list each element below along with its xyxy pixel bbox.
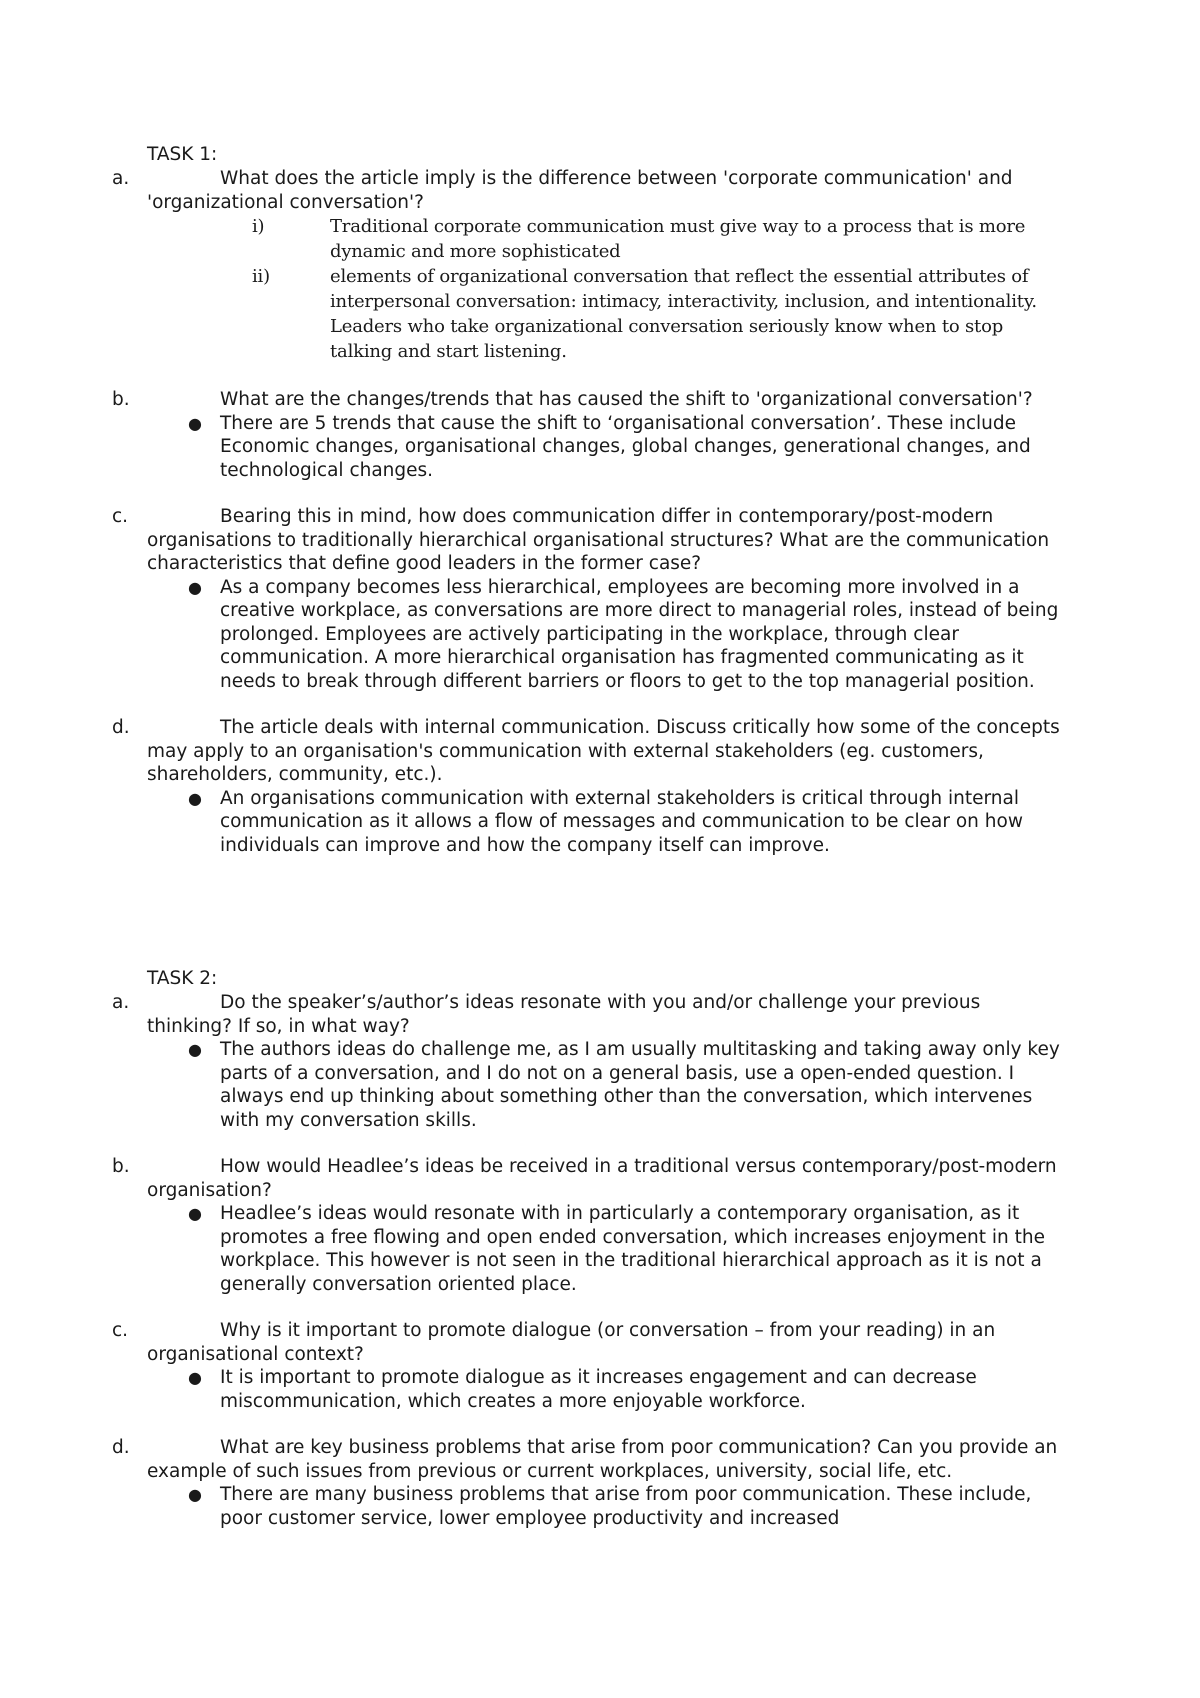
answer-item [188,787,1070,858]
answer-item [188,1366,1070,1413]
question-text: How would Headlee’s ideas be received in a traditional versus contemporary/post-modern organisation? [147,1156,1057,1201]
question-marker: c. [112,506,129,527]
task-2-question-a [0,991,1200,1132]
answer-text: The authors ideas do challenge me, as I am usually multitasking and taking away only key parts of a conversation, and I do not on a general basis, use a open-ended question. I always end up thinking about something other than the conversation, which intervenes with my conversation skills. [220,1039,1060,1131]
bullet-icon: ● [188,1485,202,1504]
answer-text: Headlee’s ideas would resonate with in particularly a contemporary organisation, as it promotes a free flowing and open ended conversation, which increases enjoyment in the workplace. This however is not seen in the traditional hierarchical approach as it is not a generally conversation oriented place. [220,1203,1045,1295]
task-1-heading: TASK 1: [147,144,218,165]
bullet-icon: ● [188,577,202,597]
task-2-question-c [0,1319,1200,1413]
roman-text: elements of organizational conversation that reflect the essential attributes of interpersonal conversation: intimacy, interactivity, inclusion, and intentionality. Leaders who take organizational conversation seriously know when to stop talking and start listening. [330,266,1037,362]
task-1-question-c [0,505,1200,693]
answer-text: There are 5 trends that cause the shift to ‘organisational conversation’. These include Economic changes, organisational changes, global changes, generational changes, and technological changes. [220,412,1031,481]
answer-item [188,1202,1070,1296]
roman-marker: ii) [252,266,270,287]
answer-list [0,1366,1200,1413]
question-marker: a. [112,992,130,1013]
roman-item [252,264,1050,364]
question-text: What does the article imply is the difference between 'corporate communication' and 'organizational conversation'? [147,168,1013,213]
answer-text: An organisations communication with external stakeholders is critical through internal communication as it allows a flow of messages and communication to be clear on how individuals can improve and how the company itself can improve. [220,787,1023,856]
answer-text: It is important to promote dialogue as it increases engagement and can decrease miscommunication, which creates a more enjoyable workforce. [220,1367,977,1412]
question-text: Do the speaker’s/author’s ideas resonate with you and/or challenge your previous thinking? If so, in what way? [147,992,981,1037]
question-text: What are key business problems that arise from poor communication? Can you provide an example of such issues from previous or current workplaces, university, social life, etc. [147,1437,1058,1482]
task-2-question-d [0,1436,1200,1530]
answer-list [0,412,1200,483]
answer-text: There are many business problems that arise from poor communication. These include, poor customer service, lower employee productivity and increased [220,1484,1032,1529]
answer-list [0,1202,1200,1296]
roman-marker: i) [252,216,265,237]
question-marker: c. [112,1320,129,1341]
answer-list [0,787,1200,858]
question-text: Why is it important to promote dialogue (or conversation – from your reading) in an organisational context? [147,1320,996,1365]
roman-text: Traditional corporate communication must give way to a process that is more dynamic and more sophisticated [330,216,1026,262]
roman-list [0,214,1200,364]
answer-item [188,576,1070,694]
task-1-questions [0,167,1200,857]
question-text: The article deals with internal communication. Discuss critically how some of the concepts may apply to an organisation's communication with external stakeholders (eg. customers, shareholders, community, etc.). [147,717,1060,785]
task-2-heading: TASK 2: [147,968,218,989]
answer-list [0,1483,1200,1530]
bullet-icon: ● [188,413,202,433]
bullet-icon: ● [188,1040,202,1059]
answer-list [0,1038,1200,1132]
question-text: What are the changes/trends that has caused the shift to 'organizational conversation'? [220,389,1033,410]
answer-item [188,1483,1070,1530]
question-marker: a. [112,168,130,189]
answer-item [188,412,1070,483]
question-marker: d. [112,1437,130,1458]
bullet-icon: ● [188,1368,202,1387]
question-marker: b. [112,389,130,410]
task-2-question-b [0,1155,1200,1296]
bullet-icon: ● [188,1204,202,1223]
task-1-question-d [0,716,1200,857]
answer-text: As a company becomes less hierarchical, employees are becoming more involved in a creative workplace, as conversations are more direct to managerial roles, instead of being prolonged. Employees are actively participating in the workplace, through clear communication. A more hierarchical organisation has fragmented communicating as it needs to break through different barriers or floors to get to the top managerial position. [220,576,1059,692]
question-text: Bearing this in mind, how does communication differ in contemporary/post-modern organisations to traditionally hierarchical organisational structures? What are the communication characteristics that define good leaders in the former case? [147,506,1050,574]
task-2-questions [0,991,1200,1530]
bullet-icon: ● [188,788,202,808]
task-1-question-b [0,388,1200,482]
question-marker: b. [112,1156,130,1177]
task-1-question-a [0,167,1200,364]
roman-item [252,214,1050,264]
answer-list [0,576,1200,694]
answer-item [188,1038,1070,1132]
question-marker: d. [112,717,130,738]
